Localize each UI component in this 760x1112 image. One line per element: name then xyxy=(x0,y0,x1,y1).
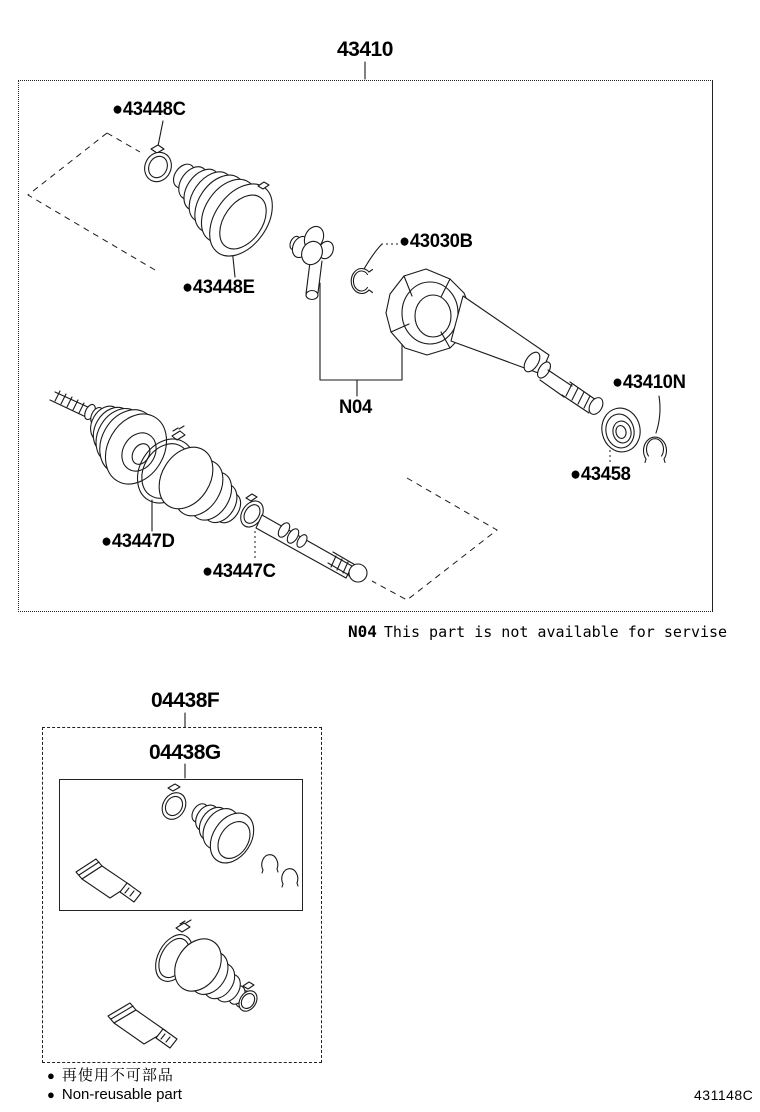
kit-clamp-drawing xyxy=(157,784,190,824)
part-label-43448e: ●43448E xyxy=(182,277,255,298)
legend-text-en: Non-reusable part xyxy=(61,1086,182,1103)
non-reusable-bullet-icon: ● xyxy=(47,1087,55,1102)
part-label-43447c: ●43447C xyxy=(202,561,276,582)
boot-kit-outer-title: 04438F xyxy=(151,689,220,712)
service-note-code: N04 xyxy=(348,622,377,641)
kit2-grease-tube-drawing xyxy=(108,1003,177,1048)
leader-43030b xyxy=(364,244,382,269)
legend-row-ja xyxy=(47,1066,182,1085)
legend-row-en xyxy=(47,1085,182,1104)
service-note xyxy=(348,622,727,641)
part-label-43410n: ●43410N xyxy=(612,372,686,393)
snap-ring-43030b-drawing xyxy=(351,269,372,294)
main-assembly-title: 43410 xyxy=(337,38,393,61)
legend-text-ja: 再使用不可部品 xyxy=(61,1067,174,1084)
part-label-43458: ●43458 xyxy=(570,464,631,485)
part-label-n04: N04 xyxy=(339,397,372,418)
clamp-43448c-drawing xyxy=(140,145,176,186)
document-number: 431148C xyxy=(694,1087,754,1103)
boot-43448e-drawing xyxy=(169,160,285,267)
legend xyxy=(47,1066,182,1104)
dashed-parallelogram-upper xyxy=(28,133,155,270)
snap-ring-43410n-drawing xyxy=(644,437,667,462)
part-label-43448c: ●43448C xyxy=(112,99,186,120)
part-label-43447d: ●43447D xyxy=(101,531,175,552)
kit-snap-rings-drawing xyxy=(262,855,298,887)
dust-deflector-43458-drawing xyxy=(598,405,644,456)
kit-boot-drawing xyxy=(189,801,263,871)
inner-joint-drawing xyxy=(386,269,606,417)
drive-shaft-assembly-drawing xyxy=(50,391,367,582)
boot-kit-inner-title: 04438G xyxy=(149,741,221,764)
kit-grease-tube-drawing xyxy=(76,859,141,902)
leader-lines xyxy=(152,62,660,778)
part-label-43030b: ●43030B xyxy=(399,231,473,252)
leader-43410n xyxy=(656,396,660,433)
dashed-parallelogram-lower xyxy=(372,478,497,600)
tripod-joint-drawing xyxy=(288,223,336,299)
non-reusable-bullet-icon: ● xyxy=(47,1068,55,1083)
service-note-text: This part is not available for servise xyxy=(383,623,728,641)
